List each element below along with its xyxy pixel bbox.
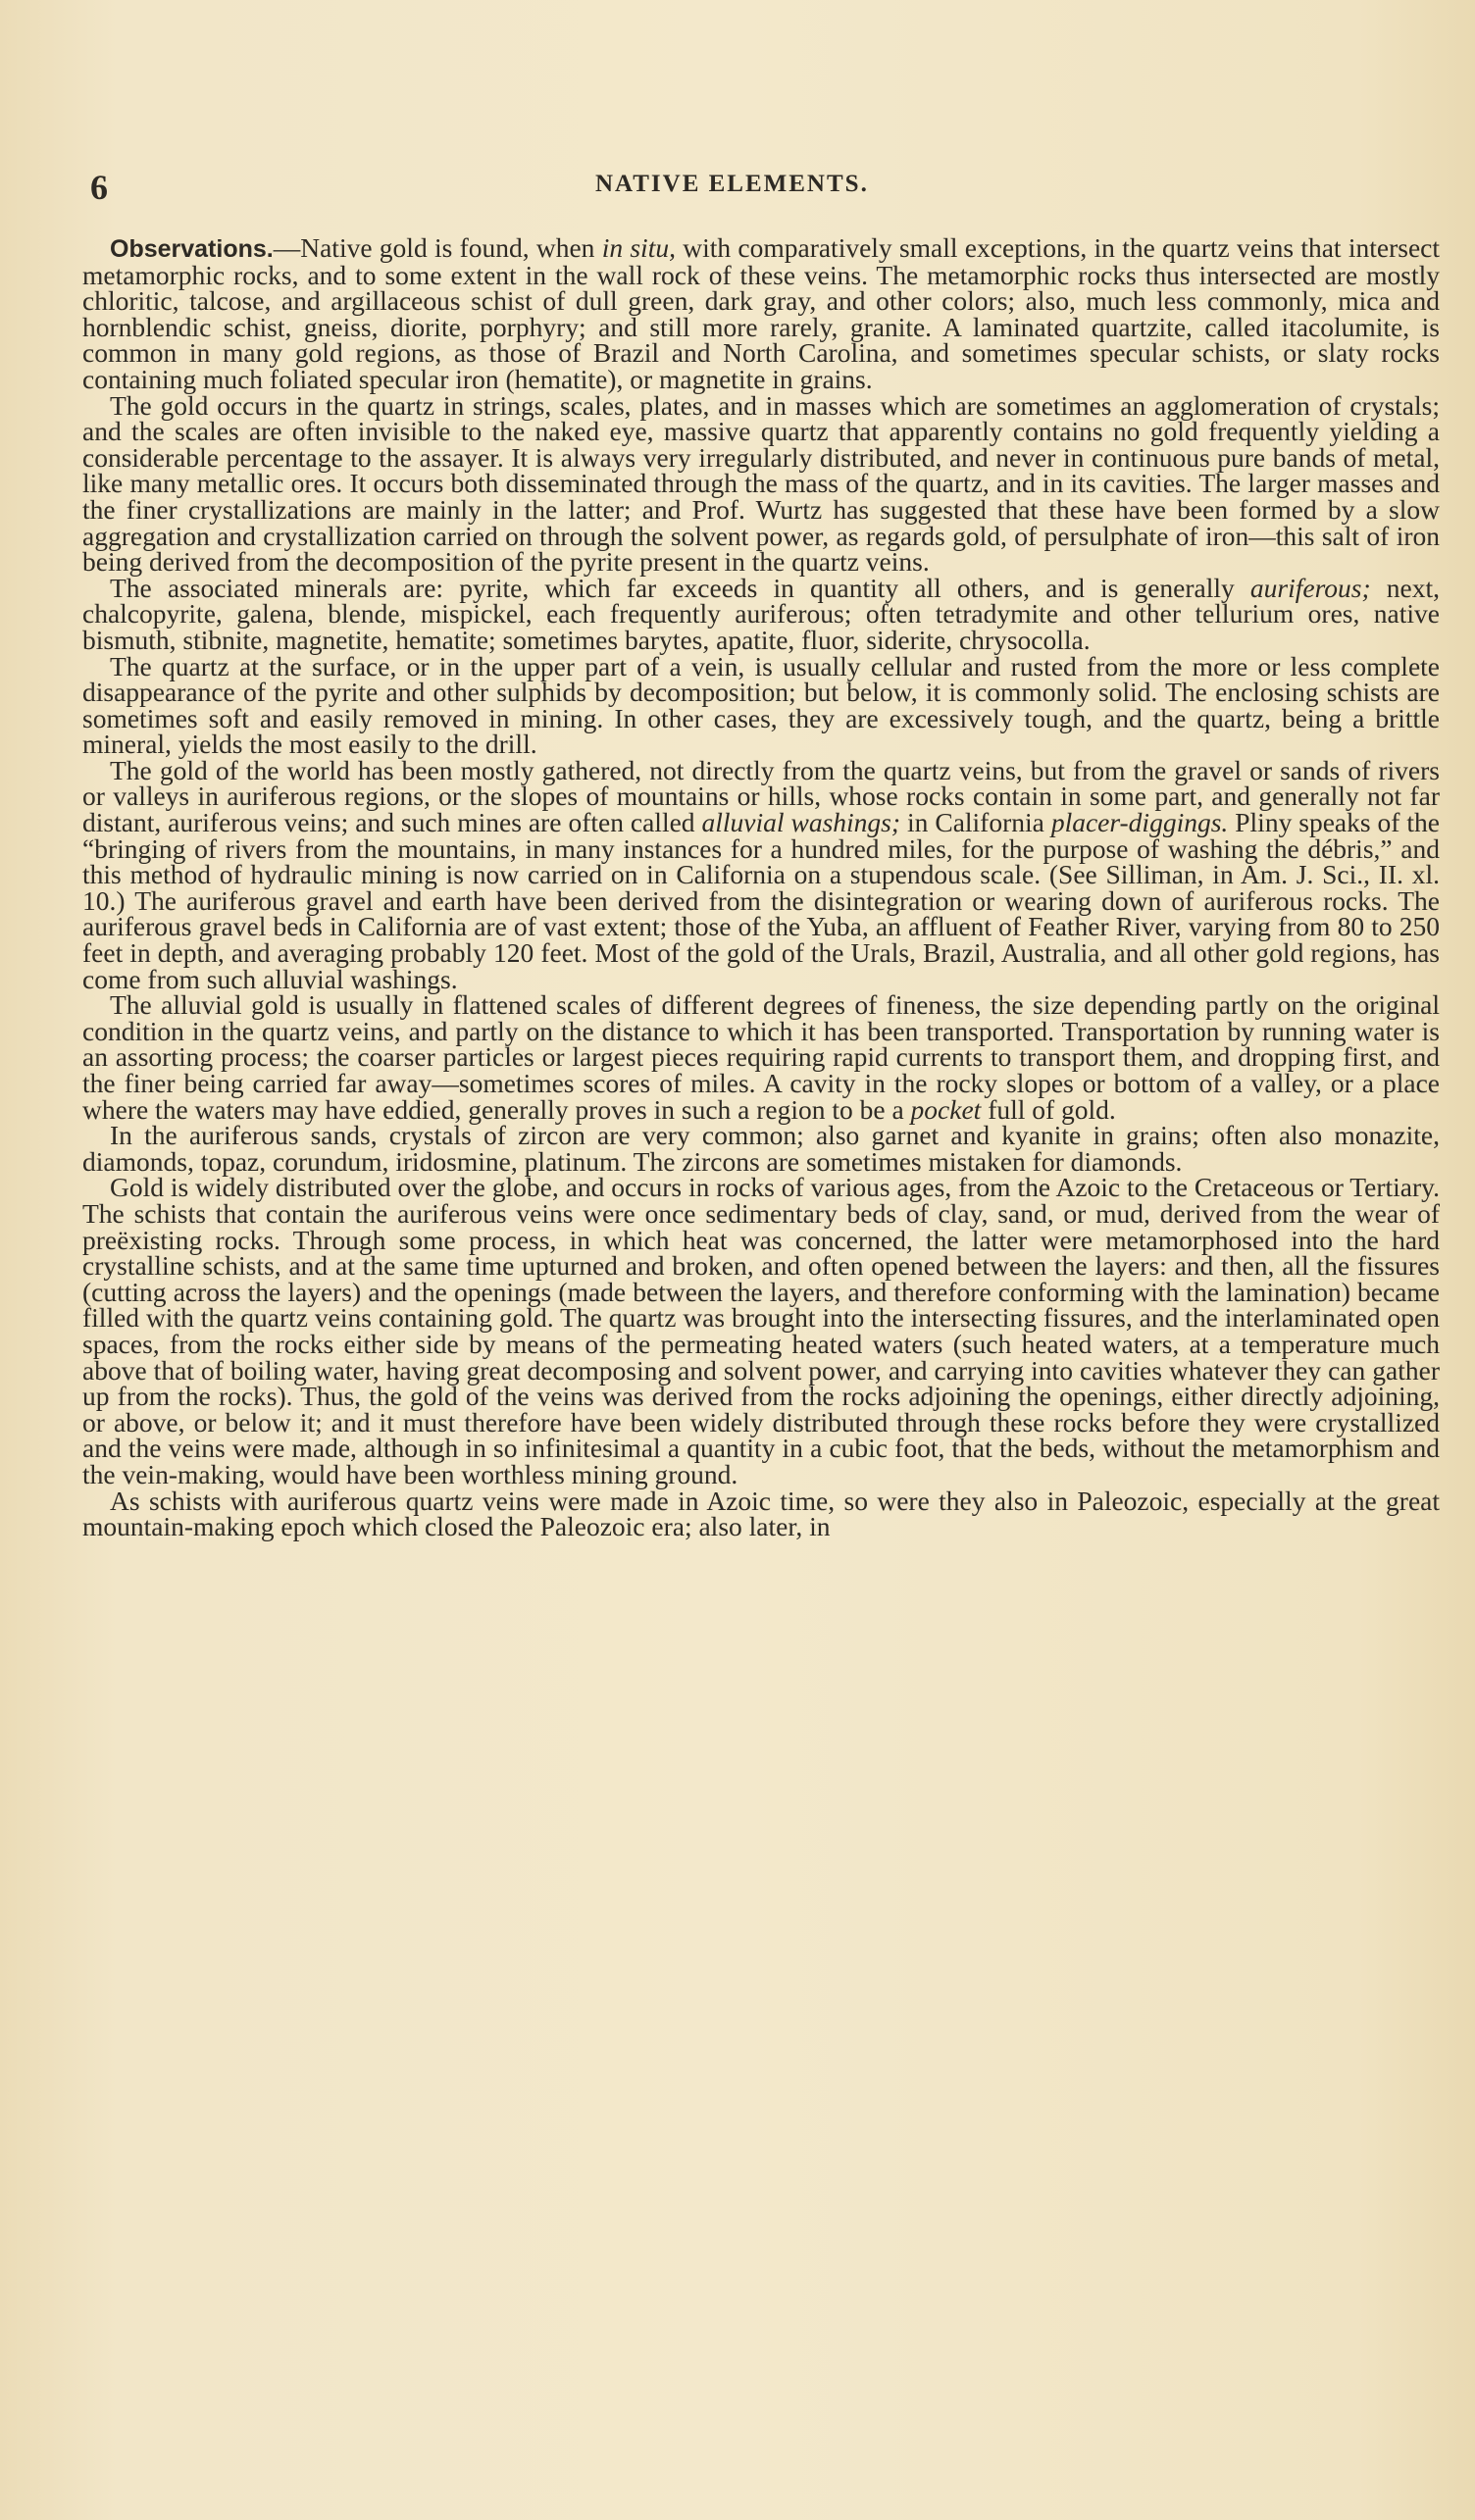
- paragraph: [82, 1485, 1440, 1542]
- text-run: with comparatively small exceptions, in the quartz veins that intersect metamorphic rocks, and to some extent in the wall rock of these veins. The metamorphic rocks thus intersected are mostly chloritic, talcose, and argillaceous schist of dull green, dark gray, and other colors; also, much less commonly, mica and hornblendic schist, gneiss, diorite, porphyry; and still more rarely, granite. A laminated quartzite, called itacolumite, is common in many gold regions, as those of Brazil and North Carolina, and sometimes specular schists, or slaty rocks containing much foliated specular iron (hematite), or magnetite in grains.: [82, 232, 1440, 394]
- text-run: The alluvial gold is usually in flattened scales of different degrees of fineness, the size depending partly on the original condition in the quartz veins, and partly on the distance to which it has been transported. Transportation by running water is an assorting process; the coarser particles or largest pieces requiring rapid currents to transport them, and dropping first, and the finer being carried far away—sometimes scores of miles. A cavity in the rocky slopes or bottom of a valley, or a place where the waters may have eddied, generally proves in such a region to be a: [82, 989, 1440, 1125]
- text-run: The associated minerals are: pyrite, which far exceeds in quantity all others, and is generally: [110, 572, 1250, 603]
- paragraph: [82, 754, 1441, 994]
- italic-run: placer-diggings.: [1050, 807, 1229, 838]
- text-run: As schists with auriferous quartz veins were made in Azoic time, so were they also in Paleozoic, especially at the great mountain-making epoch which closed the Paleozoic era; also later, in: [82, 1485, 1440, 1542]
- italic-run: pocket: [910, 1093, 982, 1125]
- paragraph: [82, 650, 1440, 760]
- italic-run: alluvial washings;: [701, 807, 901, 838]
- text-run: The gold of the world has been mostly gathered, not directly from the quartz veins, but from the gravel or sands of rivers or valleys in auriferous regions, or the slopes of mountains or hills, whose rocks contain in some part, and generally not far distant, auriferous veins; and such mines are often called: [82, 754, 1440, 838]
- text-run: The gold occurs in the quartz in strings, scales, plates, and in masses which are sometimes an agglomeration of crystals; and the scales are often invisible to the naked eye, massive quartz that apparently contains no gold frequently yielding a considerable percentage to the assayer. It is always very irregularly distributed, and never in continuous pure bands of metal, like many metallic ores. It occurs both disseminated through the mass of the quartz, and in its cavities. The larger masses and the finer crystallizations are mainly in the latter; and Prof. Wurtz has suggested that these have been formed by a slow aggregation and crystallization carried on through the solvent power, as regards gold, of persulphate of iron—this salt of iron being derived from the decomposition of the pyrite present in the quartz veins.: [82, 389, 1440, 578]
- text-run: The quartz at the surface, or in the upper part of a vein, is usually cellular and rusted from the more or less complete disappearance of the pyrite and other sulphids by decomposition; but below, it is commonly solid. The enclosing schists are sometimes soft and easily removed in mining. In other cases, they are excessively tough, and the quartz, being a brittle mineral, yields the most easily to the drill.: [82, 650, 1440, 760]
- italic-run: in situ,: [601, 232, 676, 263]
- paragraph: [82, 572, 1440, 655]
- page-header-title: NATIVE ELEMENTS.: [595, 171, 869, 197]
- text-run: in California: [900, 807, 1051, 838]
- italic-run: auriferous;: [1249, 572, 1371, 603]
- text-run: Gold is widely distributed over the globe, and occurs in rocks of various ages, from the Azoic to the Cretaceous or Tertiary. The schists that contain the auriferous veins were once sedimentary beds of clay, sand, or mud, derived from the wear of preëxisting rocks. Through some process, in which heat was concerned, the latter were metamorphosed into the hard crystalline schists, and at the same time upturned and broken, and often opened between the layers: and then, all the fissures (cutting across the layers) and the openings (made between the layers, and therefore conforming with the lamination) became filled with the quartz veins containing gold. The quartz was brought into the intersecting fissures, and the interlaminated open spaces, from the rocks either side by means of the permeating heated waters (such heated waters, at a temperature much above that of boiling water, having great decomposing and solvent power, and carrying into cavities whatever they can gather up from the rocks). Thus, the gold of the veins was derived from the rocks adjoining the openings, either directly adjoining, or above, or below it; and it must therefore have been widely distributed through these rocks before they were crystallized and the veins were made, although in so infinitesimal a quantity in a cubic foot, that the beds, without the metamorphism and the vein-making, would have been worthless mining ground.: [82, 1172, 1440, 1489]
- running-head: [90, 167, 1416, 212]
- paragraph: [82, 989, 1440, 1125]
- paragraph: [82, 389, 1440, 578]
- paragraph: [82, 1120, 1440, 1177]
- text-run: next, chalcopyrite, galena, blende, mispickel, each frequently auriferous; often tetradymite and other tellurium ores, native bismuth, stibnite, magnetite, hematite; sometimes barytes, apatite, fluor, siderite, chrysocolla.: [82, 572, 1440, 655]
- text-run: Pliny speaks of the “bringing of rivers from the mountains, in many instances for a hundred miles, for the purpose of washing the débris,” and this method of hydraulic mining is now carried on in California on a stupendous scale. (See Silliman, in Am. J. Sci., II. xl. 10.) The auriferous gravel and earth have been derived from the disintegration or wearing down of auriferous rocks. The auriferous gravel beds in California are of vast extent; those of the Yuba, an affluent of Feather River, varying from 80 to 250 feet in depth, and averaging probably 120 feet. Most of the gold of the Urals, Brazil, Australia, and all other gold regions, has come from such alluvial washings.: [82, 807, 1441, 994]
- body-text: [82, 232, 1441, 1542]
- observations-lead: Observations.: [110, 235, 274, 263]
- paragraph: [82, 232, 1440, 394]
- paragraph: [82, 1172, 1440, 1489]
- text-run: —Native gold is found, when: [273, 232, 602, 263]
- text-run: full of gold.: [981, 1093, 1116, 1125]
- page-number: 6: [90, 168, 108, 207]
- text-run: In the auriferous sands, crystals of zircon are very common; also garnet and kyanite in grains; often also monazite, diamonds, topaz, corundum, iridosmine, platinum. The zircons are sometimes mistaken for diamonds.: [82, 1120, 1440, 1177]
